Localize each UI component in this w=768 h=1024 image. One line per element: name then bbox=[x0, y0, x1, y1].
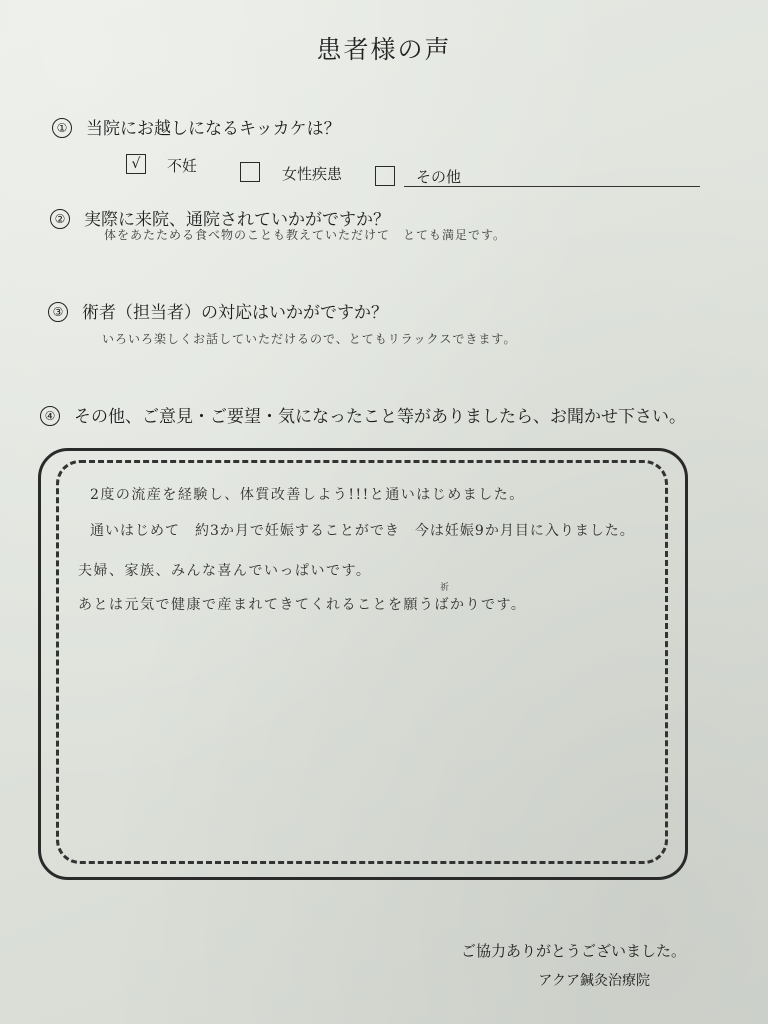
checkbox-label-funin: 不妊 bbox=[167, 157, 198, 175]
answer-3: いろいろ楽しくお話していただけるので、とてもリラックスできます。 bbox=[102, 332, 517, 346]
question-number: ③ bbox=[48, 302, 68, 322]
question-1 bbox=[52, 114, 341, 139]
question-number: ① bbox=[52, 118, 72, 138]
comment-furigana: 祈 bbox=[440, 583, 450, 593]
comment-line-1: 2度の流産を経験し、体質改善しよう!!!と通いはじめました。 bbox=[90, 487, 525, 503]
clinic-name: アクア鍼灸治療院 bbox=[538, 973, 650, 989]
question-text: 当院にお越しになるキッカケは？ bbox=[86, 119, 341, 139]
comment-line-3: 夫婦、家族、みんな喜んでいっぱいです。 bbox=[78, 563, 372, 579]
checkbox-label-josei-shikkan: 女性疾患 bbox=[282, 165, 343, 183]
question-text: 術者（担当者）の対応はいかがですか？ bbox=[82, 303, 388, 323]
question-text: 実際に来院、通院されていかがですか？ bbox=[84, 210, 390, 230]
checkbox-sonota[interactable] bbox=[375, 166, 395, 186]
comment-line-4: あとは元気で健康で産まれてきてくれることを願うばかりです。 bbox=[78, 597, 527, 613]
other-write-in-line bbox=[404, 186, 700, 187]
checkbox-funin[interactable]: √ bbox=[126, 154, 146, 174]
question-4 bbox=[40, 402, 686, 427]
checkbox-josei-shikkan[interactable] bbox=[240, 162, 260, 182]
question-text: その他、ご意見・ご要望・気になったこと等がありましたら、お聞かせ下さい。 bbox=[74, 407, 686, 427]
question-3 bbox=[48, 298, 388, 323]
answer-2: 体をあたためる食べ物のことも教えていただけて とても満足です。 bbox=[104, 228, 507, 242]
question-number: ② bbox=[50, 209, 70, 229]
thank-you-note: ご協力ありがとうございました。 bbox=[460, 942, 686, 960]
question-number: ④ bbox=[40, 406, 60, 426]
page-title: 患者様の声 bbox=[316, 35, 452, 64]
comment-line-2: 通いはじめて 約3か月で妊娠することができ 今は妊娠9か月目に入りました。 bbox=[90, 523, 635, 539]
checkbox-label-sonota: その他 bbox=[416, 168, 462, 186]
